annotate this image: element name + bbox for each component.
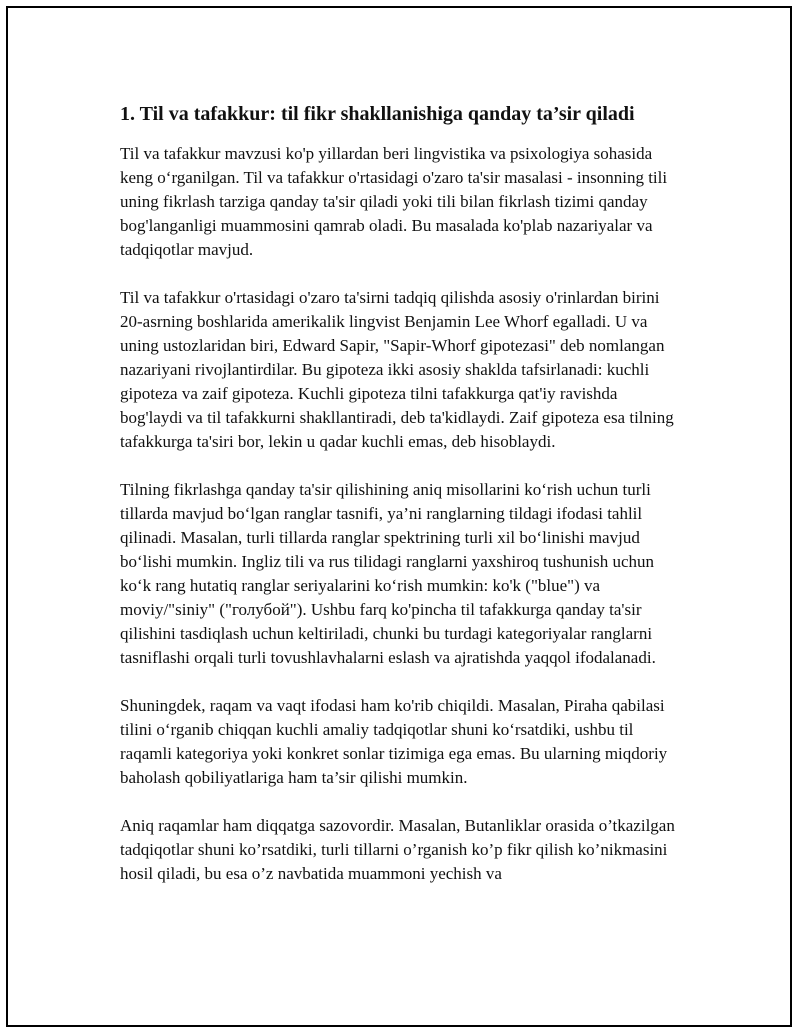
paragraph-5: Aniq raqamlar ham diqqatga sazovordir. Masalan, Butanliklar orasida o’tkazilgan tadqiqotlar shuni ko’rsatdiki, turli tillarni o’rganish ko’p fikr qilish ko’nikmasini hosil qiladi, bu esa o’z navbatida muammoni yechish va xyxy=(120,816,675,883)
document-page xyxy=(6,6,792,1027)
document-content xyxy=(120,100,680,910)
paragraph-4: Shuningdek, raqam va vaqt ifodasi ham ko'rib chiqildi. Masalan, Piraha qabilasi tilini o‘rganib chiqqan kuchli amaliy tadqiqotlar shuni ko‘rsatdiki, ushbu til raqamli kategoriya yoki konkret sonlar tizimiga ega emas. Bu ularning miqdoriy baholash qobiliyatlariga ham ta’sir qilishi mumkin. xyxy=(120,696,668,787)
paragraph-1: Til va tafakkur mavzusi ko'p yillardan beri lingvistika va psixologiya sohasida keng o‘rganilgan. Til va tafakkur o'rtasidagi o'zaro ta'sir masalasi - insonning tili uning fikrlash tarziga qanday ta'sir qiladi yoki tili bilan fikrlash tizimi qanday bog'langanligi muammosini qamrab oladi. Bu masalada ko'plab nazariyalar va tadqiqotlar mavjud. xyxy=(120,144,668,259)
paragraph-3: Tilning fikrlashga qanday ta'sir qilishining aniq misollarini ko‘rish uchun turli tillarda mavjud bo‘lgan ranglar tasnifi, ya’ni ranglarning tildagi ifodasi tahlil qilinadi. Masalan, turli tillarda ranglar spektrining turli xil bo‘linishi mavjud bo‘lishi mumkin. Ingliz tili va rus tilidagi ranglarni yaxshiroq tushunish uchun ko‘k rang hutatiq ranglar seriyalarini ko‘rish mumkin: ko'k ("blue") va moviy/"siniy" ("голубой"). Ushbu farq ko'pincha til tafakkurga qanday ta'sir qilishini tasdiqlash uchun keltiriladi, chunki bu turdagi kategoriyalar ranglarni tasniflashi orqali turli tovushlavhalarni eslash va ajratishda yaqqol ifodalanadi. xyxy=(120,480,656,667)
paragraph-2: Til va tafakkur o'rtasidagi o'zaro ta'sirni tadqiq qilishda asosiy o'rinlardan birini 20-asrning boshlarida amerikalik lingvist Benjamin Lee Whorf egalladi. U va uning ustozlaridan biri, Edward Sapir, "Sapir-Whorf gipotezasi" deb nomlangan nazariyani rivojlantirdilar. Bu gipoteza ikki asosiy shaklda tafsirlanadi: kuchli gipoteza va zaif gipoteza. Kuchli gipoteza tilni tafakkurga qat'iy ravishda bog'laydi va til tafakkurni shakllantiradi, deb ta'kidlaydi. Zaif gipoteza esa tilning tafakkurga ta'siri bor, lekin u qadar kuchli emas, deb hisoblaydi. xyxy=(120,288,674,451)
section-title: 1. Til va tafakkur: til fikr shakllanishiga qanday ta’sir qiladi xyxy=(120,103,635,125)
